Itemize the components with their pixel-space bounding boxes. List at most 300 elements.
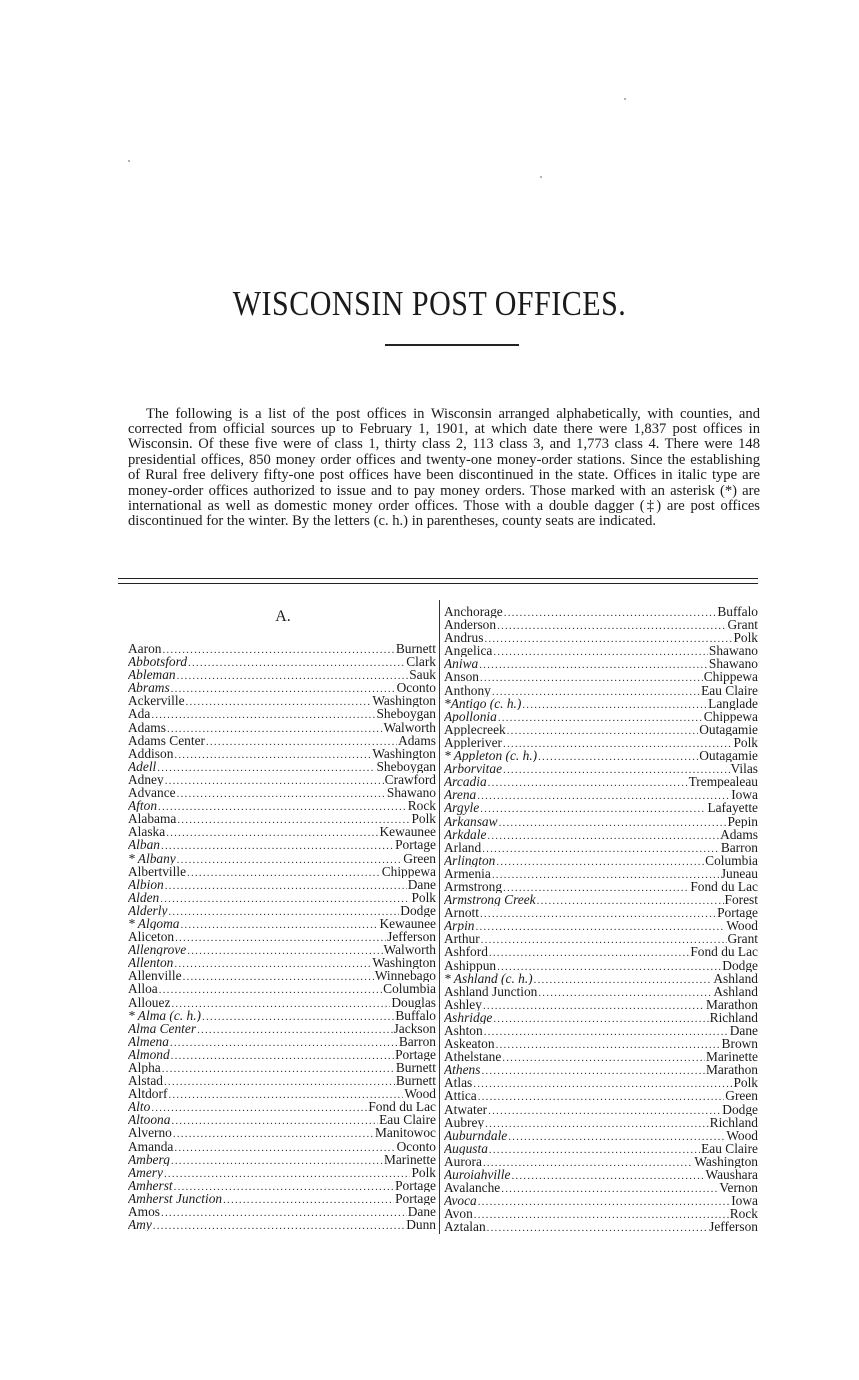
post-office-name: Adell bbox=[128, 759, 157, 773]
post-office-entry bbox=[444, 854, 758, 867]
leader-dots bbox=[478, 1091, 725, 1102]
leader-dots bbox=[165, 775, 384, 786]
county-name: Jackson bbox=[393, 1021, 436, 1035]
leader-dots bbox=[175, 932, 386, 943]
post-office-entry bbox=[444, 670, 758, 683]
county-name: Wood bbox=[726, 1128, 758, 1142]
post-office-name: Anthony bbox=[444, 683, 491, 697]
leader-dots bbox=[498, 712, 703, 723]
county-name: Polk bbox=[733, 631, 758, 645]
post-office-name: Adney bbox=[128, 772, 164, 787]
county-name: Eau Claire bbox=[701, 683, 758, 697]
post-office-entry bbox=[444, 1194, 758, 1207]
leader-dots bbox=[167, 723, 383, 734]
post-office-entry bbox=[444, 867, 758, 880]
post-office-entry bbox=[128, 1035, 436, 1048]
county-name: Portage bbox=[717, 906, 758, 920]
county-name: Dodge bbox=[722, 1102, 758, 1116]
post-office-name: * Algoma bbox=[128, 916, 180, 931]
paper-speck bbox=[128, 160, 130, 162]
post-office-name: Argyle bbox=[444, 801, 480, 815]
leader-dots bbox=[153, 1220, 405, 1231]
post-office-entry bbox=[128, 747, 436, 760]
post-office-entry bbox=[128, 773, 436, 786]
post-office-entry bbox=[444, 788, 758, 801]
post-office-name: * Albany bbox=[128, 851, 176, 865]
leader-dots bbox=[171, 1115, 378, 1126]
county-name: Oconto bbox=[396, 1139, 436, 1153]
post-office-name: Amy bbox=[128, 1218, 152, 1232]
leader-dots bbox=[493, 646, 708, 657]
post-office-name: Andrus bbox=[444, 631, 484, 645]
county-name: Iowa bbox=[731, 1194, 758, 1208]
county-name: Dunn bbox=[406, 1218, 436, 1232]
post-office-name: Altoona bbox=[128, 1113, 171, 1127]
post-office-name: Allenville bbox=[128, 969, 182, 983]
post-office-entry bbox=[444, 1063, 758, 1076]
county-name: Eau Claire bbox=[701, 1141, 758, 1155]
leader-dots bbox=[537, 895, 724, 906]
leader-dots bbox=[174, 749, 371, 760]
post-office-name: Amherst Junction bbox=[128, 1191, 223, 1206]
post-office-name: Amherst bbox=[128, 1178, 173, 1192]
post-office-entry bbox=[444, 985, 758, 998]
county-name: Dodge bbox=[722, 958, 758, 972]
section-rule-thick bbox=[118, 578, 758, 579]
leader-dots bbox=[488, 777, 688, 788]
county-name: Buffalo bbox=[395, 1008, 436, 1022]
leader-dots bbox=[162, 644, 394, 655]
post-office-entry bbox=[444, 1050, 758, 1063]
post-office-name: Almena bbox=[128, 1034, 169, 1048]
county-name: Portage bbox=[395, 1178, 436, 1192]
post-office-entry bbox=[128, 1166, 436, 1179]
county-name: Burnett bbox=[395, 642, 436, 656]
county-name: Lafayette bbox=[707, 801, 758, 815]
leader-dots bbox=[480, 672, 703, 683]
leader-dots bbox=[174, 958, 371, 969]
county-name: Oconto bbox=[396, 681, 436, 695]
leader-dots bbox=[480, 803, 706, 814]
post-office-entry bbox=[444, 893, 758, 906]
post-office-entry bbox=[128, 1087, 436, 1100]
county-name: Brown bbox=[721, 1037, 758, 1051]
county-name: Walworth bbox=[383, 943, 436, 957]
leader-dots bbox=[174, 1142, 395, 1153]
leader-dots bbox=[168, 1089, 403, 1100]
county-name: Buffalo bbox=[717, 605, 758, 619]
post-office-name: Angelica bbox=[444, 644, 493, 658]
leader-dots bbox=[473, 1078, 732, 1089]
leader-dots bbox=[497, 961, 721, 972]
post-office-name: Adams bbox=[128, 720, 166, 734]
county-name: Richland bbox=[709, 1010, 758, 1024]
county-name: Rock bbox=[729, 1207, 758, 1221]
leader-dots bbox=[180, 919, 378, 930]
county-name: Jefferson bbox=[387, 930, 436, 944]
leader-dots bbox=[483, 1157, 693, 1168]
leader-dots bbox=[223, 1194, 394, 1205]
post-office-name: Atwater bbox=[444, 1102, 488, 1116]
post-office-name: Ashridge bbox=[444, 1010, 493, 1024]
page-title: WISCONSIN POST OFFICES. bbox=[232, 285, 627, 324]
post-office-entry bbox=[444, 841, 758, 854]
leader-dots bbox=[188, 657, 405, 668]
post-office-entry bbox=[444, 1024, 758, 1037]
post-office-name: Anderson bbox=[444, 618, 497, 632]
post-office-name: Arthur bbox=[444, 932, 480, 946]
post-office-entry bbox=[128, 891, 436, 904]
leader-dots bbox=[503, 738, 732, 749]
post-office-name: Armstrong bbox=[444, 879, 503, 894]
post-office-entry bbox=[444, 801, 758, 814]
post-office-name: Arkdale bbox=[444, 827, 487, 841]
post-office-entry bbox=[444, 684, 758, 697]
county-name: Douglas bbox=[391, 995, 436, 1009]
post-office-name: Alden bbox=[128, 890, 160, 904]
leader-dots bbox=[171, 1155, 383, 1166]
leader-dots bbox=[161, 840, 394, 851]
post-office-entry bbox=[444, 945, 758, 958]
leader-dots bbox=[187, 867, 381, 878]
post-office-entry bbox=[444, 1207, 758, 1220]
post-office-name: Appleriver bbox=[444, 735, 503, 750]
county-name: Outagamie bbox=[699, 749, 758, 763]
county-name: Clark bbox=[406, 655, 436, 669]
post-office-entry bbox=[128, 878, 436, 891]
county-name: Barron bbox=[720, 840, 758, 854]
post-office-name: Allouez bbox=[128, 995, 171, 1009]
post-office-entry bbox=[444, 1089, 758, 1102]
post-office-entry bbox=[128, 734, 436, 747]
county-name: Dane bbox=[407, 877, 436, 891]
post-office-name: Attica bbox=[444, 1089, 477, 1103]
leader-dots bbox=[511, 1170, 704, 1181]
post-office-name: Allengrove bbox=[128, 943, 187, 957]
post-office-entry bbox=[444, 1076, 758, 1089]
leader-dots bbox=[492, 869, 720, 880]
post-office-entry bbox=[444, 1181, 758, 1194]
post-office-name: Ashton bbox=[444, 1024, 483, 1038]
post-office-name: Alverno bbox=[128, 1126, 172, 1140]
county-name: Fond du Lac bbox=[690, 879, 758, 894]
right-column-list bbox=[444, 605, 758, 1234]
county-name: Marathon bbox=[705, 1063, 758, 1077]
county-name: Dane bbox=[407, 1205, 436, 1219]
post-office-entry bbox=[128, 956, 436, 969]
leader-dots bbox=[164, 1168, 410, 1179]
post-office-name: Askeaton bbox=[444, 1037, 495, 1051]
title-rule bbox=[385, 344, 519, 346]
post-office-entry bbox=[444, 1103, 758, 1116]
post-office-entry bbox=[444, 906, 758, 919]
leader-dots bbox=[534, 974, 713, 985]
county-name: Sheboygan bbox=[376, 759, 436, 773]
leader-dots bbox=[177, 788, 386, 799]
post-office-name: Applecreek bbox=[444, 722, 506, 736]
county-name: Green bbox=[403, 851, 436, 865]
leader-dots bbox=[482, 843, 720, 854]
post-office-entry bbox=[128, 721, 436, 734]
post-office-name: Auburndale bbox=[444, 1128, 508, 1142]
county-name: Marathon bbox=[705, 997, 758, 1011]
county-name: Chippewa bbox=[703, 709, 758, 723]
post-office-entry bbox=[128, 852, 436, 865]
post-office-name: Ableman bbox=[128, 668, 176, 682]
county-name: Adams bbox=[720, 827, 758, 841]
post-office-name: Armstrong Creek bbox=[444, 893, 536, 907]
post-office-entry bbox=[444, 631, 758, 644]
leader-dots bbox=[183, 971, 374, 982]
post-office-name: Alpha bbox=[128, 1061, 161, 1075]
county-name: Washington bbox=[694, 1154, 758, 1169]
leader-dots bbox=[177, 670, 409, 681]
post-office-entry bbox=[128, 865, 436, 878]
leader-dots bbox=[538, 751, 698, 762]
post-office-entry bbox=[128, 812, 436, 825]
leader-dots bbox=[158, 801, 407, 812]
county-name: Langlade bbox=[708, 696, 758, 710]
county-name: Sauk bbox=[409, 668, 436, 682]
post-office-name: Alderly bbox=[128, 903, 168, 917]
post-office-name: * Appleton (c. h.) bbox=[444, 749, 538, 763]
leader-dots bbox=[488, 1105, 721, 1116]
county-name: Polk bbox=[733, 1076, 758, 1090]
leader-dots bbox=[487, 830, 719, 841]
post-office-name: Albion bbox=[128, 877, 164, 891]
post-office-entry bbox=[128, 655, 436, 668]
county-name: Marinette bbox=[705, 1050, 758, 1064]
post-office-entry bbox=[444, 618, 758, 631]
leader-dots bbox=[481, 1065, 704, 1076]
leader-dots bbox=[159, 984, 382, 995]
post-office-entry bbox=[128, 799, 436, 812]
post-office-name: Ada bbox=[128, 707, 151, 721]
post-office-entry bbox=[128, 1140, 436, 1153]
post-office-name: Abbotsford bbox=[128, 655, 188, 669]
post-office-entry bbox=[444, 1142, 758, 1155]
county-name: Waushara bbox=[705, 1168, 758, 1182]
leader-dots bbox=[502, 1052, 705, 1063]
county-name: Wood bbox=[726, 919, 758, 933]
leader-dots bbox=[503, 882, 689, 893]
post-office-name: Alma Center bbox=[128, 1021, 197, 1035]
post-office-name: Arcadia bbox=[444, 775, 487, 789]
leader-dots bbox=[168, 906, 399, 917]
post-office-name: Armenia bbox=[444, 866, 491, 880]
county-name: Forest bbox=[724, 893, 758, 907]
post-office-entry bbox=[128, 917, 436, 930]
post-office-name: Amos bbox=[128, 1205, 160, 1219]
post-office-name: Alto bbox=[128, 1100, 151, 1114]
intro-paragraph: The following is a list of the post offices in Wisconsin arranged alphabetically, with counties, and corrected from official sources up to February 1, 1901, at which date there were 1,837 post offices in Wisconsin. Of these five were of class 1, thirty class 2, 113 class 3, and 1,773 class 4. There were 148 presidential offices, 850 money order offices and twenty-one money-order stations. Since the establishing of Rural free delivery fifty-one post offices have been discontinued in the state. Offices in italic type are money-order offices authorized to issue and to pay money orders. Those marked with an asterisk (*) are international as well as domestic money order offices. Those with a double dagger (‡) are post offices discontinued for the winter. By the letters (c. h.) in parentheses, county seats are indicated. bbox=[128, 405, 760, 530]
leader-dots bbox=[173, 1128, 374, 1139]
post-office-entry bbox=[128, 1153, 436, 1166]
county-name: Ashland bbox=[713, 971, 758, 985]
post-office-name: Avon bbox=[444, 1207, 473, 1221]
post-office-entry bbox=[444, 762, 758, 775]
post-office-entry bbox=[444, 1011, 758, 1024]
county-name: Marinette bbox=[383, 1152, 436, 1166]
post-office-name: Avoca bbox=[444, 1194, 477, 1208]
leader-dots bbox=[493, 1013, 708, 1024]
post-office-entry bbox=[444, 1220, 758, 1233]
post-office-entry bbox=[128, 982, 436, 995]
post-office-name: Athens bbox=[444, 1063, 481, 1077]
post-office-name: Arena bbox=[444, 788, 477, 802]
post-office-entry bbox=[128, 969, 436, 982]
leader-dots bbox=[162, 1063, 395, 1074]
county-name: Rock bbox=[407, 799, 436, 813]
county-name: Burnett bbox=[395, 1074, 436, 1088]
county-name: Richland bbox=[709, 1115, 758, 1129]
post-office-entry bbox=[128, 642, 436, 655]
post-office-name: Abrams bbox=[128, 681, 170, 695]
column-divider bbox=[439, 600, 440, 1234]
county-name: Washington bbox=[372, 694, 436, 708]
post-office-entry bbox=[128, 996, 436, 1009]
post-office-name: Afton bbox=[128, 799, 158, 813]
leader-dots bbox=[497, 620, 726, 631]
county-name: Iowa bbox=[731, 788, 758, 802]
county-name: Washington bbox=[372, 956, 436, 970]
leader-dots bbox=[187, 945, 382, 956]
post-office-entry bbox=[444, 1155, 758, 1168]
leader-dots bbox=[496, 1039, 721, 1050]
post-office-name: Albertville bbox=[128, 864, 187, 878]
post-office-name: Augusta bbox=[444, 1141, 488, 1155]
post-office-name: Alaska bbox=[128, 825, 166, 839]
county-name: Washington bbox=[372, 746, 436, 760]
county-name: Winnebago bbox=[374, 969, 436, 983]
post-office-entry bbox=[444, 697, 758, 710]
leader-dots bbox=[151, 709, 375, 720]
leader-dots bbox=[507, 725, 699, 736]
county-name: Polk bbox=[411, 812, 436, 826]
post-office-entry bbox=[444, 1037, 758, 1050]
post-office-entry bbox=[444, 749, 758, 762]
leader-dots bbox=[157, 762, 375, 773]
leader-dots bbox=[489, 947, 689, 958]
post-office-name: *Antigo (c. h.) bbox=[444, 696, 522, 710]
post-office-entry bbox=[128, 943, 436, 956]
leader-dots bbox=[171, 1050, 394, 1061]
county-name: Portage bbox=[395, 1047, 436, 1061]
section-rule-thin bbox=[118, 583, 758, 584]
post-office-entry bbox=[444, 959, 758, 972]
county-name: Columbia bbox=[383, 982, 436, 996]
post-office-name: Aniwa bbox=[444, 657, 479, 671]
post-office-entry bbox=[128, 1218, 436, 1231]
county-name: Grant bbox=[727, 932, 758, 946]
post-office-entry bbox=[444, 657, 758, 670]
post-office-name: Arland bbox=[444, 840, 482, 854]
county-name: Portage bbox=[395, 838, 436, 852]
county-name: Dane bbox=[729, 1024, 758, 1038]
post-office-entry bbox=[444, 605, 758, 618]
county-name: Dodge bbox=[400, 903, 436, 917]
leader-dots bbox=[503, 764, 730, 775]
county-name: Wood bbox=[404, 1087, 436, 1101]
post-office-entry bbox=[444, 723, 758, 736]
leader-dots bbox=[504, 607, 717, 618]
post-office-name: Alstad bbox=[128, 1074, 163, 1088]
post-office-entry bbox=[128, 1074, 436, 1087]
post-office-entry bbox=[128, 825, 436, 838]
post-office-name: Addison bbox=[128, 746, 174, 760]
post-office-entry bbox=[128, 930, 436, 943]
post-office-entry bbox=[444, 998, 758, 1011]
leader-dots bbox=[171, 683, 396, 694]
leader-dots bbox=[480, 908, 716, 919]
county-name: Kewaunee bbox=[379, 825, 436, 839]
post-office-name: Athelstane bbox=[444, 1050, 502, 1064]
post-office-name: Aztalan bbox=[444, 1220, 486, 1234]
leader-dots bbox=[476, 921, 726, 932]
county-name: Grant bbox=[727, 618, 758, 632]
leader-dots bbox=[206, 736, 397, 747]
post-office-entry bbox=[444, 880, 758, 893]
post-office-entry bbox=[444, 919, 758, 932]
post-office-entry bbox=[444, 828, 758, 841]
post-office-entry bbox=[128, 904, 436, 917]
post-office-name: Adams Center bbox=[128, 733, 205, 747]
county-name: Pepin bbox=[727, 814, 758, 828]
county-name: Shawano bbox=[386, 786, 436, 800]
county-name: Kewaunee bbox=[379, 916, 436, 931]
post-office-name: Aurora bbox=[444, 1154, 482, 1169]
post-office-name: Amberg bbox=[128, 1152, 170, 1166]
county-name: Crawford bbox=[384, 772, 436, 787]
leader-dots bbox=[487, 1222, 709, 1233]
county-name: Barron bbox=[398, 1034, 436, 1048]
leader-dots bbox=[202, 1011, 394, 1022]
post-office-entry bbox=[444, 1129, 758, 1142]
county-name: Ashland bbox=[713, 984, 758, 998]
county-name: Vernon bbox=[719, 1181, 758, 1195]
post-office-entry bbox=[444, 775, 758, 788]
leader-dots bbox=[522, 699, 707, 710]
leader-dots bbox=[489, 1144, 700, 1155]
leader-dots bbox=[484, 633, 732, 644]
post-office-entry bbox=[128, 1100, 436, 1113]
leader-dots bbox=[160, 893, 410, 904]
left-column-list bbox=[128, 642, 436, 1231]
post-office-name: Anchorage bbox=[444, 605, 503, 619]
county-name: Trempealeau bbox=[688, 775, 758, 789]
leader-dots bbox=[478, 1196, 731, 1207]
leader-dots bbox=[538, 987, 712, 998]
post-office-entry bbox=[444, 644, 758, 657]
county-name: Chippewa bbox=[381, 864, 436, 878]
county-name: Green bbox=[725, 1089, 758, 1103]
post-office-entry bbox=[444, 1168, 758, 1181]
post-office-name: Amery bbox=[128, 1165, 163, 1179]
county-name: Manitowoc bbox=[375, 1126, 436, 1140]
county-name: Shawano bbox=[708, 644, 758, 658]
post-office-entry bbox=[128, 1061, 436, 1074]
post-office-name: Allenton bbox=[128, 956, 174, 970]
post-office-entry bbox=[128, 760, 436, 773]
county-name: Chippewa bbox=[703, 670, 758, 684]
leader-dots bbox=[151, 1102, 367, 1113]
post-office-entry bbox=[128, 1009, 436, 1022]
post-office-entry bbox=[128, 694, 436, 707]
post-office-name: Apollonia bbox=[444, 709, 497, 723]
leader-dots bbox=[174, 1181, 394, 1192]
post-office-name: Arnott bbox=[444, 906, 479, 920]
post-office-entry bbox=[444, 1116, 758, 1129]
